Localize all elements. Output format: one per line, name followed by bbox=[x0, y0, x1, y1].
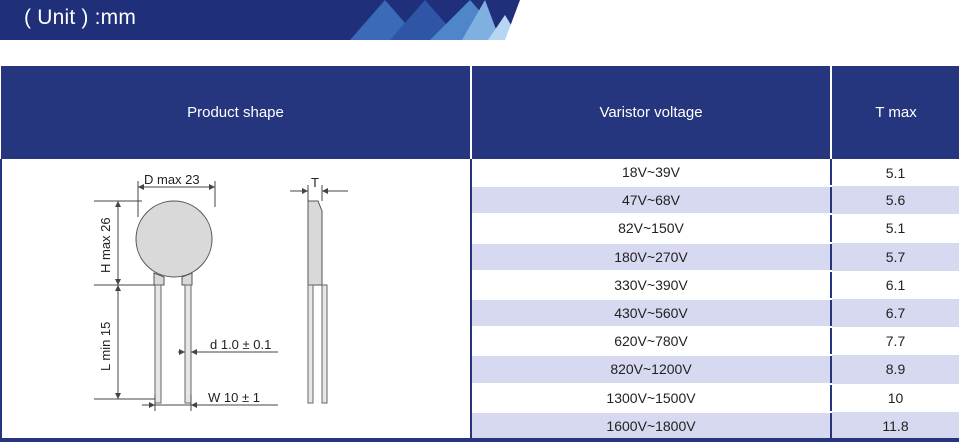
varistor-voltage-cell: 620V~780V bbox=[471, 327, 831, 355]
lead-diameter-label: d 1.0 ± 0.1 bbox=[210, 337, 272, 352]
lead-spacing-label: W 10 ± 1 bbox=[208, 390, 260, 405]
thickness-label: T bbox=[311, 175, 319, 190]
tmax-cell: 6.7 bbox=[831, 299, 959, 327]
lead-length-label: L min 15 bbox=[98, 321, 113, 371]
table-bottom-border bbox=[0, 438, 959, 442]
varistor-voltage-cell: 180V~270V bbox=[471, 243, 831, 271]
product-shape-cell bbox=[1, 159, 471, 440]
varistor-voltage-cell: 330V~390V bbox=[471, 271, 831, 299]
varistor-dimension-diagram bbox=[2, 159, 468, 435]
spec-table bbox=[0, 66, 959, 441]
table-row bbox=[1, 159, 959, 186]
varistor-voltage-cell: 1300V~1500V bbox=[471, 384, 831, 412]
tmax-cell: 6.1 bbox=[831, 271, 959, 299]
diameter-label: D max 23 bbox=[144, 172, 200, 187]
varistor-voltage-cell: 820V~1200V bbox=[471, 355, 831, 383]
varistor-voltage-cell: 82V~150V bbox=[471, 214, 831, 242]
varistor-voltage-cell: 47V~68V bbox=[471, 186, 831, 214]
page-title: ( Unit ) :mm bbox=[24, 6, 137, 29]
col-header-varistor-voltage: Varistor voltage bbox=[471, 66, 831, 159]
tmax-cell: 5.1 bbox=[831, 159, 959, 186]
height-label: H max 26 bbox=[98, 217, 113, 273]
tmax-cell: 5.6 bbox=[831, 186, 959, 214]
tmax-cell: 5.7 bbox=[831, 243, 959, 271]
tmax-cell: 11.8 bbox=[831, 412, 959, 440]
header-banner bbox=[0, 0, 560, 40]
varistor-voltage-cell: 430V~560V bbox=[471, 299, 831, 327]
col-header-product-shape: Product shape bbox=[1, 66, 471, 159]
col-header-tmax: T max bbox=[875, 104, 917, 121]
tmax-cell: 10 bbox=[831, 384, 959, 412]
tmax-cell: 8.9 bbox=[831, 355, 959, 383]
varistor-voltage-cell: 1600V~1800V bbox=[471, 412, 831, 440]
table-header bbox=[1, 66, 959, 159]
varistor-voltage-cell: 18V~39V bbox=[471, 159, 831, 186]
tmax-cell: 7.7 bbox=[831, 327, 959, 355]
tmax-cell: 5.1 bbox=[831, 214, 959, 242]
